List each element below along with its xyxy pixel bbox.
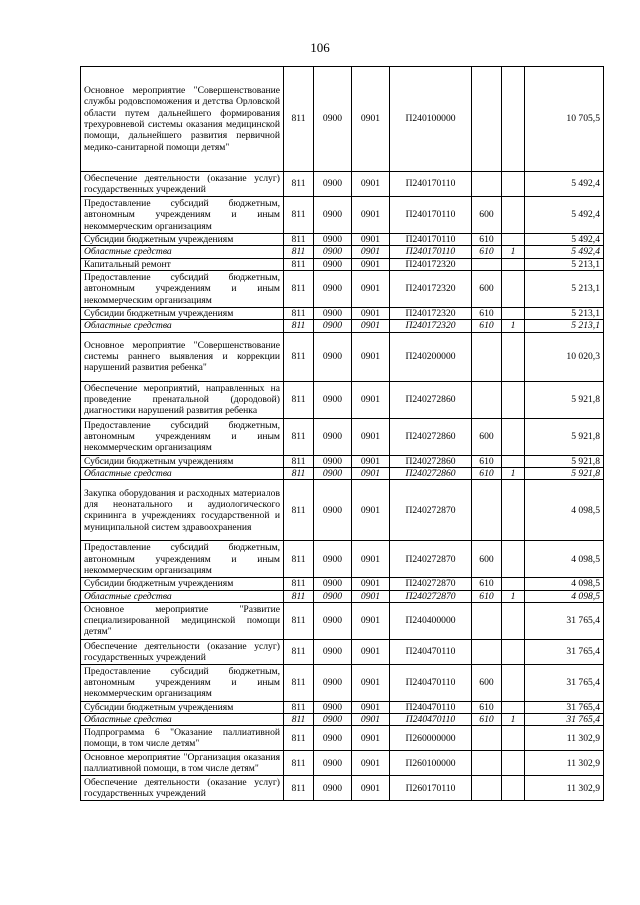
source-cell bbox=[502, 418, 525, 455]
section-code-cell: 0900 bbox=[314, 320, 352, 332]
expense-type-cell bbox=[472, 172, 502, 197]
table-row bbox=[81, 258, 604, 270]
expense-type-cell bbox=[472, 381, 502, 418]
row-name-cell: Обеспечение деятельности (оказание услуг) государственных учреждений bbox=[81, 639, 284, 664]
admin-code-cell: 811 bbox=[284, 776, 314, 801]
target-item-cell: П260170110 bbox=[390, 776, 472, 801]
subsection-code-cell: 0901 bbox=[352, 776, 390, 801]
row-name-cell: Предоставление субсидий бюджетным, автономным учреждениям и иным некоммерческим организациям bbox=[81, 197, 284, 234]
source-cell bbox=[502, 67, 525, 172]
section-code-cell: 0900 bbox=[314, 480, 352, 541]
target-item-cell: П240272860 bbox=[390, 381, 472, 418]
source-cell: 1 bbox=[502, 467, 525, 479]
target-item-cell: П240272870 bbox=[390, 480, 472, 541]
table-row bbox=[81, 701, 604, 713]
expense-type-cell: 610 bbox=[472, 246, 502, 258]
table-row bbox=[81, 726, 604, 751]
admin-code-cell: 811 bbox=[284, 270, 314, 307]
row-name-cell: Субсидии бюджетным учреждениям bbox=[81, 701, 284, 713]
source-cell bbox=[502, 751, 525, 776]
source-cell bbox=[502, 381, 525, 418]
expense-type-cell: 610 bbox=[472, 455, 502, 467]
admin-code-cell: 811 bbox=[284, 639, 314, 664]
expense-type-cell: 610 bbox=[472, 307, 502, 319]
section-code-cell: 0900 bbox=[314, 714, 352, 726]
amount-cell: 5 492,4 bbox=[525, 172, 604, 197]
row-name-cell: Субсидии бюджетным учреждениям bbox=[81, 578, 284, 590]
admin-code-cell: 811 bbox=[284, 246, 314, 258]
table-row bbox=[81, 467, 604, 479]
row-name-cell: Основное мероприятие "Организация оказания паллиативной помощи, в том числе детям" bbox=[81, 751, 284, 776]
section-code-cell: 0900 bbox=[314, 246, 352, 258]
subsection-code-cell: 0901 bbox=[352, 664, 390, 701]
amount-cell: 31 765,4 bbox=[525, 639, 604, 664]
amount-cell: 4 098,5 bbox=[525, 590, 604, 602]
target-item-cell: П240272870 bbox=[390, 578, 472, 590]
source-cell bbox=[502, 480, 525, 541]
section-code-cell: 0900 bbox=[314, 234, 352, 246]
target-item-cell: П240272860 bbox=[390, 455, 472, 467]
expense-type-cell: 610 bbox=[472, 234, 502, 246]
subsection-code-cell: 0901 bbox=[352, 234, 390, 246]
row-name-cell: Закупка оборудования и расходных материалов для неонатального и аудиологического скрининга в учреждениях государственной и муниципальной систем здравоохранения bbox=[81, 480, 284, 541]
table-row bbox=[81, 67, 604, 172]
row-name-cell: Основное мероприятие "Развитие специализированной медицинской помощи детям" bbox=[81, 602, 284, 639]
section-code-cell: 0900 bbox=[314, 602, 352, 639]
admin-code-cell: 811 bbox=[284, 480, 314, 541]
expense-type-cell: 600 bbox=[472, 418, 502, 455]
amount-cell: 5 213,1 bbox=[525, 320, 604, 332]
source-cell bbox=[502, 258, 525, 270]
amount-cell: 4 098,5 bbox=[525, 541, 604, 578]
section-code-cell: 0900 bbox=[314, 258, 352, 270]
subsection-code-cell: 0901 bbox=[352, 590, 390, 602]
table-row bbox=[81, 320, 604, 332]
amount-cell: 4 098,5 bbox=[525, 578, 604, 590]
source-cell bbox=[502, 578, 525, 590]
admin-code-cell: 811 bbox=[284, 197, 314, 234]
table-row bbox=[81, 578, 604, 590]
subsection-code-cell: 0901 bbox=[352, 639, 390, 664]
target-item-cell: П240400000 bbox=[390, 602, 472, 639]
expense-type-cell: 610 bbox=[472, 320, 502, 332]
section-code-cell: 0900 bbox=[314, 455, 352, 467]
source-cell bbox=[502, 172, 525, 197]
table-row bbox=[81, 751, 604, 776]
section-code-cell: 0900 bbox=[314, 664, 352, 701]
target-item-cell: П240172320 bbox=[390, 307, 472, 319]
source-cell bbox=[502, 270, 525, 307]
section-code-cell: 0900 bbox=[314, 701, 352, 713]
row-name-cell: Областные средства bbox=[81, 714, 284, 726]
amount-cell: 31 765,4 bbox=[525, 602, 604, 639]
subsection-code-cell: 0901 bbox=[352, 455, 390, 467]
table-body bbox=[81, 67, 604, 801]
subsection-code-cell: 0901 bbox=[352, 701, 390, 713]
target-item-cell: П240470110 bbox=[390, 701, 472, 713]
source-cell bbox=[502, 307, 525, 319]
source-cell bbox=[502, 726, 525, 751]
amount-cell: 5 213,1 bbox=[525, 307, 604, 319]
table-row bbox=[81, 480, 604, 541]
amount-cell: 5 921,8 bbox=[525, 381, 604, 418]
expense-type-cell: 600 bbox=[472, 197, 502, 234]
expense-type-cell: 610 bbox=[472, 701, 502, 713]
row-name-cell: Областные средства bbox=[81, 467, 284, 479]
expense-type-cell bbox=[472, 726, 502, 751]
table-row bbox=[81, 270, 604, 307]
subsection-code-cell: 0901 bbox=[352, 751, 390, 776]
target-item-cell: П240272870 bbox=[390, 541, 472, 578]
subsection-code-cell: 0901 bbox=[352, 172, 390, 197]
source-cell bbox=[502, 541, 525, 578]
subsection-code-cell: 0901 bbox=[352, 381, 390, 418]
section-code-cell: 0900 bbox=[314, 332, 352, 381]
row-name-cell: Субсидии бюджетным учреждениям bbox=[81, 234, 284, 246]
table-row bbox=[81, 381, 604, 418]
admin-code-cell: 811 bbox=[284, 332, 314, 381]
section-code-cell: 0900 bbox=[314, 418, 352, 455]
section-code-cell: 0900 bbox=[314, 751, 352, 776]
target-item-cell: П240170110 bbox=[390, 197, 472, 234]
expense-type-cell bbox=[472, 639, 502, 664]
table-row bbox=[81, 714, 604, 726]
subsection-code-cell: 0901 bbox=[352, 726, 390, 751]
row-name-cell: Обеспечение мероприятий, направленных на проведение пренатальной (дородовой) диагностики нарушений развития ребенка bbox=[81, 381, 284, 418]
amount-cell: 5 921,8 bbox=[525, 467, 604, 479]
row-name-cell: Субсидии бюджетным учреждениям bbox=[81, 307, 284, 319]
section-code-cell: 0900 bbox=[314, 307, 352, 319]
table-row bbox=[81, 307, 604, 319]
target-item-cell: П240172320 bbox=[390, 320, 472, 332]
amount-cell: 5 492,4 bbox=[525, 246, 604, 258]
amount-cell: 10 705,5 bbox=[525, 67, 604, 172]
section-code-cell: 0900 bbox=[314, 172, 352, 197]
section-code-cell: 0900 bbox=[314, 67, 352, 172]
page-number: 106 bbox=[310, 40, 330, 55]
target-item-cell: П240170110 bbox=[390, 172, 472, 197]
row-name-cell: Областные средства bbox=[81, 590, 284, 602]
admin-code-cell: 811 bbox=[284, 172, 314, 197]
amount-cell: 10 020,3 bbox=[525, 332, 604, 381]
table-row bbox=[81, 590, 604, 602]
row-name-cell: Предоставление субсидий бюджетным, автономным учреждениям и иным некоммерческим организациям bbox=[81, 270, 284, 307]
target-item-cell: П240100000 bbox=[390, 67, 472, 172]
subsection-code-cell: 0901 bbox=[352, 714, 390, 726]
section-code-cell: 0900 bbox=[314, 726, 352, 751]
expense-type-cell bbox=[472, 67, 502, 172]
amount-cell: 5 213,1 bbox=[525, 258, 604, 270]
target-item-cell: П260000000 bbox=[390, 726, 472, 751]
row-name-cell: Основное мероприятие "Совершенствование системы раннего выявления и коррекции нарушений развития ребенка" bbox=[81, 332, 284, 381]
expense-type-cell: 610 bbox=[472, 590, 502, 602]
expense-type-cell: 600 bbox=[472, 541, 502, 578]
expense-type-cell bbox=[472, 332, 502, 381]
source-cell bbox=[502, 602, 525, 639]
source-cell bbox=[502, 701, 525, 713]
target-item-cell: П240172320 bbox=[390, 258, 472, 270]
target-item-cell: П240470110 bbox=[390, 639, 472, 664]
source-cell bbox=[502, 234, 525, 246]
target-item-cell: П260100000 bbox=[390, 751, 472, 776]
table-row bbox=[81, 664, 604, 701]
subsection-code-cell: 0901 bbox=[352, 320, 390, 332]
source-cell bbox=[502, 664, 525, 701]
subsection-code-cell: 0901 bbox=[352, 270, 390, 307]
row-name-cell: Предоставление субсидий бюджетным, автономным учреждениям и иным некоммерческим организациям bbox=[81, 418, 284, 455]
amount-cell: 5 921,8 bbox=[525, 418, 604, 455]
expense-type-cell: 610 bbox=[472, 467, 502, 479]
section-code-cell: 0900 bbox=[314, 639, 352, 664]
amount-cell: 11 302,9 bbox=[525, 776, 604, 801]
admin-code-cell: 811 bbox=[284, 320, 314, 332]
amount-cell: 5 213,1 bbox=[525, 270, 604, 307]
section-code-cell: 0900 bbox=[314, 381, 352, 418]
admin-code-cell: 811 bbox=[284, 701, 314, 713]
expense-type-cell: 600 bbox=[472, 270, 502, 307]
row-name-cell: Областные средства bbox=[81, 320, 284, 332]
table-row bbox=[81, 332, 604, 381]
source-cell bbox=[502, 332, 525, 381]
row-name-cell: Обеспечение деятельности (оказание услуг) государственных учреждений bbox=[81, 172, 284, 197]
row-name-cell: Предоставление субсидий бюджетным, автономным учреждениям и иным некоммерческим организациям bbox=[81, 664, 284, 701]
amount-cell: 31 765,4 bbox=[525, 714, 604, 726]
target-item-cell: П240170110 bbox=[390, 246, 472, 258]
subsection-code-cell: 0901 bbox=[352, 602, 390, 639]
subsection-code-cell: 0901 bbox=[352, 258, 390, 270]
source-cell: 1 bbox=[502, 320, 525, 332]
target-item-cell: П240272870 bbox=[390, 590, 472, 602]
admin-code-cell: 811 bbox=[284, 67, 314, 172]
subsection-code-cell: 0901 bbox=[352, 307, 390, 319]
admin-code-cell: 811 bbox=[284, 234, 314, 246]
source-cell: 1 bbox=[502, 590, 525, 602]
row-name-cell: Основное мероприятие "Совершенствование службы родовспоможения и детства Орловской области путем дальнейшего формирования трехуровневой системы оказания медицинской помощи, дальнейшего развития первичной медико-санитарной помощи детям" bbox=[81, 67, 284, 172]
amount-cell: 4 098,5 bbox=[525, 480, 604, 541]
target-item-cell: П240470110 bbox=[390, 664, 472, 701]
amount-cell: 11 302,9 bbox=[525, 751, 604, 776]
subsection-code-cell: 0901 bbox=[352, 197, 390, 234]
table-row bbox=[81, 234, 604, 246]
source-cell: 1 bbox=[502, 714, 525, 726]
section-code-cell: 0900 bbox=[314, 270, 352, 307]
admin-code-cell: 811 bbox=[284, 602, 314, 639]
table-row bbox=[81, 197, 604, 234]
row-name-cell: Предоставление субсидий бюджетным, автономным учреждениям и иным некоммерческим организациям bbox=[81, 541, 284, 578]
table-row bbox=[81, 246, 604, 258]
expense-type-cell: 610 bbox=[472, 578, 502, 590]
target-item-cell: П240200000 bbox=[390, 332, 472, 381]
expense-type-cell: 610 bbox=[472, 714, 502, 726]
row-name-cell: Областные средства bbox=[81, 246, 284, 258]
table-row bbox=[81, 541, 604, 578]
admin-code-cell: 811 bbox=[284, 418, 314, 455]
admin-code-cell: 811 bbox=[284, 714, 314, 726]
section-code-cell: 0900 bbox=[314, 467, 352, 479]
subsection-code-cell: 0901 bbox=[352, 467, 390, 479]
amount-cell: 5 492,4 bbox=[525, 234, 604, 246]
expense-type-cell bbox=[472, 480, 502, 541]
admin-code-cell: 811 bbox=[284, 307, 314, 319]
admin-code-cell: 811 bbox=[284, 726, 314, 751]
source-cell bbox=[502, 639, 525, 664]
expense-type-cell bbox=[472, 751, 502, 776]
admin-code-cell: 811 bbox=[284, 381, 314, 418]
target-item-cell: П240172320 bbox=[390, 270, 472, 307]
row-name-cell: Обеспечение деятельности (оказание услуг) государственных учреждений bbox=[81, 776, 284, 801]
table-row bbox=[81, 172, 604, 197]
target-item-cell: П240272860 bbox=[390, 467, 472, 479]
amount-cell: 31 765,4 bbox=[525, 701, 604, 713]
admin-code-cell: 811 bbox=[284, 578, 314, 590]
admin-code-cell: 811 bbox=[284, 455, 314, 467]
source-cell bbox=[502, 776, 525, 801]
subsection-code-cell: 0901 bbox=[352, 480, 390, 541]
row-name-cell: Субсидии бюджетным учреждениям bbox=[81, 455, 284, 467]
subsection-code-cell: 0901 bbox=[352, 246, 390, 258]
admin-code-cell: 811 bbox=[284, 590, 314, 602]
admin-code-cell: 811 bbox=[284, 751, 314, 776]
table-row bbox=[81, 776, 604, 801]
subsection-code-cell: 0901 bbox=[352, 578, 390, 590]
target-item-cell: П240272860 bbox=[390, 418, 472, 455]
admin-code-cell: 811 bbox=[284, 258, 314, 270]
source-cell bbox=[502, 197, 525, 234]
row-name-cell: Капитальный ремонт bbox=[81, 258, 284, 270]
amount-cell: 11 302,9 bbox=[525, 726, 604, 751]
admin-code-cell: 811 bbox=[284, 467, 314, 479]
amount-cell: 5 492,4 bbox=[525, 197, 604, 234]
amount-cell: 5 921,8 bbox=[525, 455, 604, 467]
target-item-cell: П240170110 bbox=[390, 234, 472, 246]
expense-type-cell: 600 bbox=[472, 664, 502, 701]
source-cell: 1 bbox=[502, 246, 525, 258]
admin-code-cell: 811 bbox=[284, 664, 314, 701]
source-cell bbox=[502, 455, 525, 467]
section-code-cell: 0900 bbox=[314, 541, 352, 578]
expense-type-cell bbox=[472, 776, 502, 801]
table-row bbox=[81, 418, 604, 455]
table-row bbox=[81, 455, 604, 467]
expense-type-cell bbox=[472, 602, 502, 639]
table-row bbox=[81, 639, 604, 664]
admin-code-cell: 811 bbox=[284, 541, 314, 578]
expense-type-cell bbox=[472, 258, 502, 270]
amount-cell: 31 765,4 bbox=[525, 664, 604, 701]
section-code-cell: 0900 bbox=[314, 776, 352, 801]
budget-table bbox=[80, 66, 604, 801]
section-code-cell: 0900 bbox=[314, 197, 352, 234]
row-name-cell: Подпрограмма 6 "Оказание паллиативной помощи, в том числе детям" bbox=[81, 726, 284, 751]
subsection-code-cell: 0901 bbox=[352, 541, 390, 578]
table-row bbox=[81, 602, 604, 639]
section-code-cell: 0900 bbox=[314, 590, 352, 602]
subsection-code-cell: 0901 bbox=[352, 332, 390, 381]
subsection-code-cell: 0901 bbox=[352, 67, 390, 172]
section-code-cell: 0900 bbox=[314, 578, 352, 590]
target-item-cell: П240470110 bbox=[390, 714, 472, 726]
subsection-code-cell: 0901 bbox=[352, 418, 390, 455]
